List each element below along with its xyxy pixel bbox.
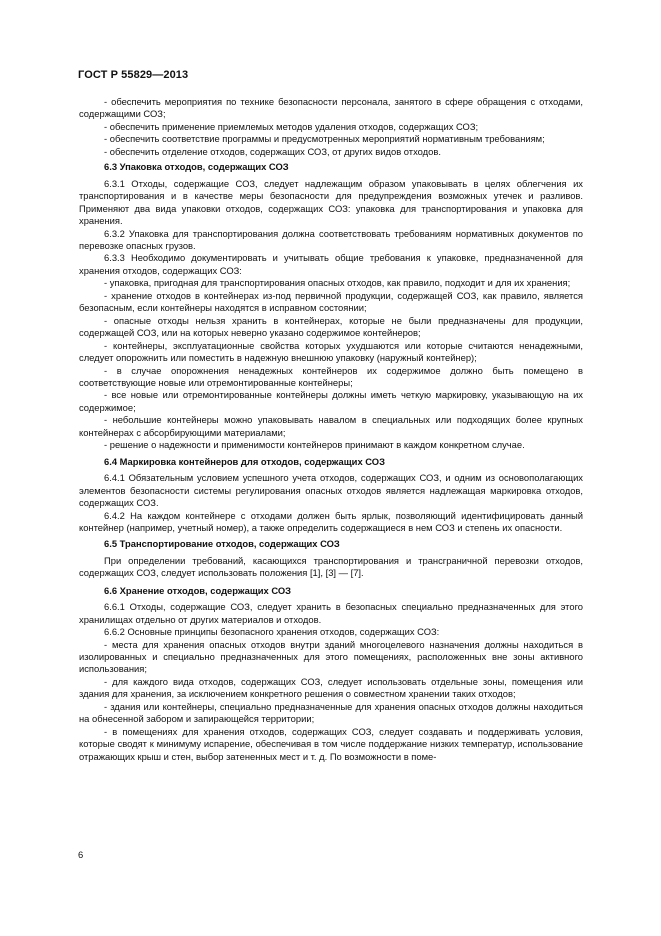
list-item: - здания или контейнеры, специально предназначенные для хранения опасных отходов должны находиться на обнесенной забором и запирающейся территории; [79,700,583,725]
list-item: - хранение отходов в контейнерах из-под первичной продукции, содержащей СОЗ, как правило, является безопасным, если контейнеры находятся в исправном состоянии; [79,289,583,314]
list-item: - решение о надежности и применимости контейнеров принимают в каждом конкретном случае. [104,439,525,451]
list-item: - обеспечить отделение отходов, содержащих СОЗ, от других видов отходов. [104,145,441,157]
paragraph-6-5: При определении требований, касающихся транспортирования и трансграничной перевозки отходов, содержащих СОЗ, следует использовать положения [1], [3] — [7]. [79,554,583,579]
list-item: - для каждого вида отходов, содержащих СОЗ, следует использовать отдельные зоны, помещения или здания для хранения, за исключением конкретного решения о совместном хранении таких отходов; [79,675,583,700]
list-item: - небольшие контейнеры можно упаковывать навалом в специальных или подходящих более крупных контейнерах с абсорбирующими материалами; [79,414,583,438]
list-item: - контейнеры, эксплуатационные свойства которых ухудшаются или которые считаются ненадежными, следует опорожнить или поместить в надежную внешнюю упаковку (наружный контейнер); [79,339,583,364]
list-item: - все новые или отремонтированные контейнеры должны иметь четкую маркировку, указывающую на их содержимое; [79,389,583,413]
list-item: - обеспечить мероприятия по технике безопасности персонала, занятого в сфере обращения с отходами, содержащими СОЗ; [79,96,583,120]
list-item: - опасные отходы нельзя хранить в контейнерах, которые не были предназначены для продукции, содержащей СОЗ, или на которых неверно указано содержимое контейнеров; [79,314,583,339]
paragraph-6-4-1: 6.4.1 Обязательным условием успешного учета отходов, содержащих СОЗ, и одним из основополагающих элементов безопасности системы регулирования опасных отходов является надлежащая маркировка отходов, содержащих СОЗ. [79,472,583,509]
paragraph-6-3-3: 6.3.3 Необходимо документировать и учитывать общие требования к упаковке, предназначенной для хранения отходов, содержащих СОЗ: [79,252,583,276]
list-item: - в случае опорожнения ненадежных контейнеров их содержимое должно быть помещено в соответствующие новые или отремонтированные контейнеры; [79,364,583,388]
list-item: - места для хранения опасных отходов внутри зданий многоцелевого назначения должны находиться в изолированных и специально предназначенных для этого помещениях, расположенных вне зоны активного использования; [79,638,583,675]
list-item: - обеспечить применение приемлемых методов удаления отходов, содержащих СОЗ; [104,120,479,132]
list-item: - упаковка, пригодная для транспортирования опасных отходов, как правило, подходит и для их хранения; [104,277,571,289]
paragraph-6-6-1: 6.6.1 Отходы, содержащие СОЗ, следует хранить в безопасных специально предназначенных для этого хранилищах отдельно от других материалов и отходов. [79,601,583,625]
section-heading-6-5: 6.5 Транспортирование отходов, содержащих СОЗ [104,538,340,550]
list-item: - обеспечить соответствие программы и предусмотренных мероприятий нормативным требованиям; [104,133,545,145]
document-header: ГОСТ Р 55829—2013 [78,69,189,81]
section-heading-6-4: 6.4 Маркировка контейнеров для отходов, содержащих СОЗ [104,455,385,467]
section-heading-6-3: 6.3 Упаковка отходов, содержащих СОЗ [104,161,289,173]
paragraph-6-3-2: 6.3.2 Упаковка для транспортирования должна соответствовать требованиям нормативных документов по перевозке опасных грузов. [79,227,583,251]
page-number: 6 [78,849,84,860]
list-item: - в помещениях для хранения отходов, содержащих СОЗ, следует создавать и поддерживать условия, которые сводят к минимуму испарение, обеспечивая в том числе поддержание низких температур, использование отражающих крыш и стен, выбор затененных мест и т. д. По возможности в поме- [79,725,583,762]
section-heading-6-6: 6.6 Хранение отходов, содержащих СОЗ [104,584,292,596]
paragraph-6-3-1: 6.3.1 Отходы, содержащие СОЗ, следует надлежащим образом упаковывать в целях облегчения их транспортирования и в качестве меры безопасности для предупреждения возможных утечек и разливов. Применяют два вида упаковки отходов, содержащих СОЗ: упаковка для транспортирования и упаковка для хранения. [79,177,583,227]
paragraph-6-6-2: 6.6.2 Основные принципы безопасного хранения отходов, содержащих СОЗ: [104,626,440,638]
paragraph-6-4-2: 6.4.2 На каждом контейнере с отходами должен быть ярлык, позволяющий идентифицировать данный контейнер (например, учетный номер), а также определить содержащиеся в нем СОЗ и степень их опасности. [79,509,583,533]
document-body [79,96,583,763]
